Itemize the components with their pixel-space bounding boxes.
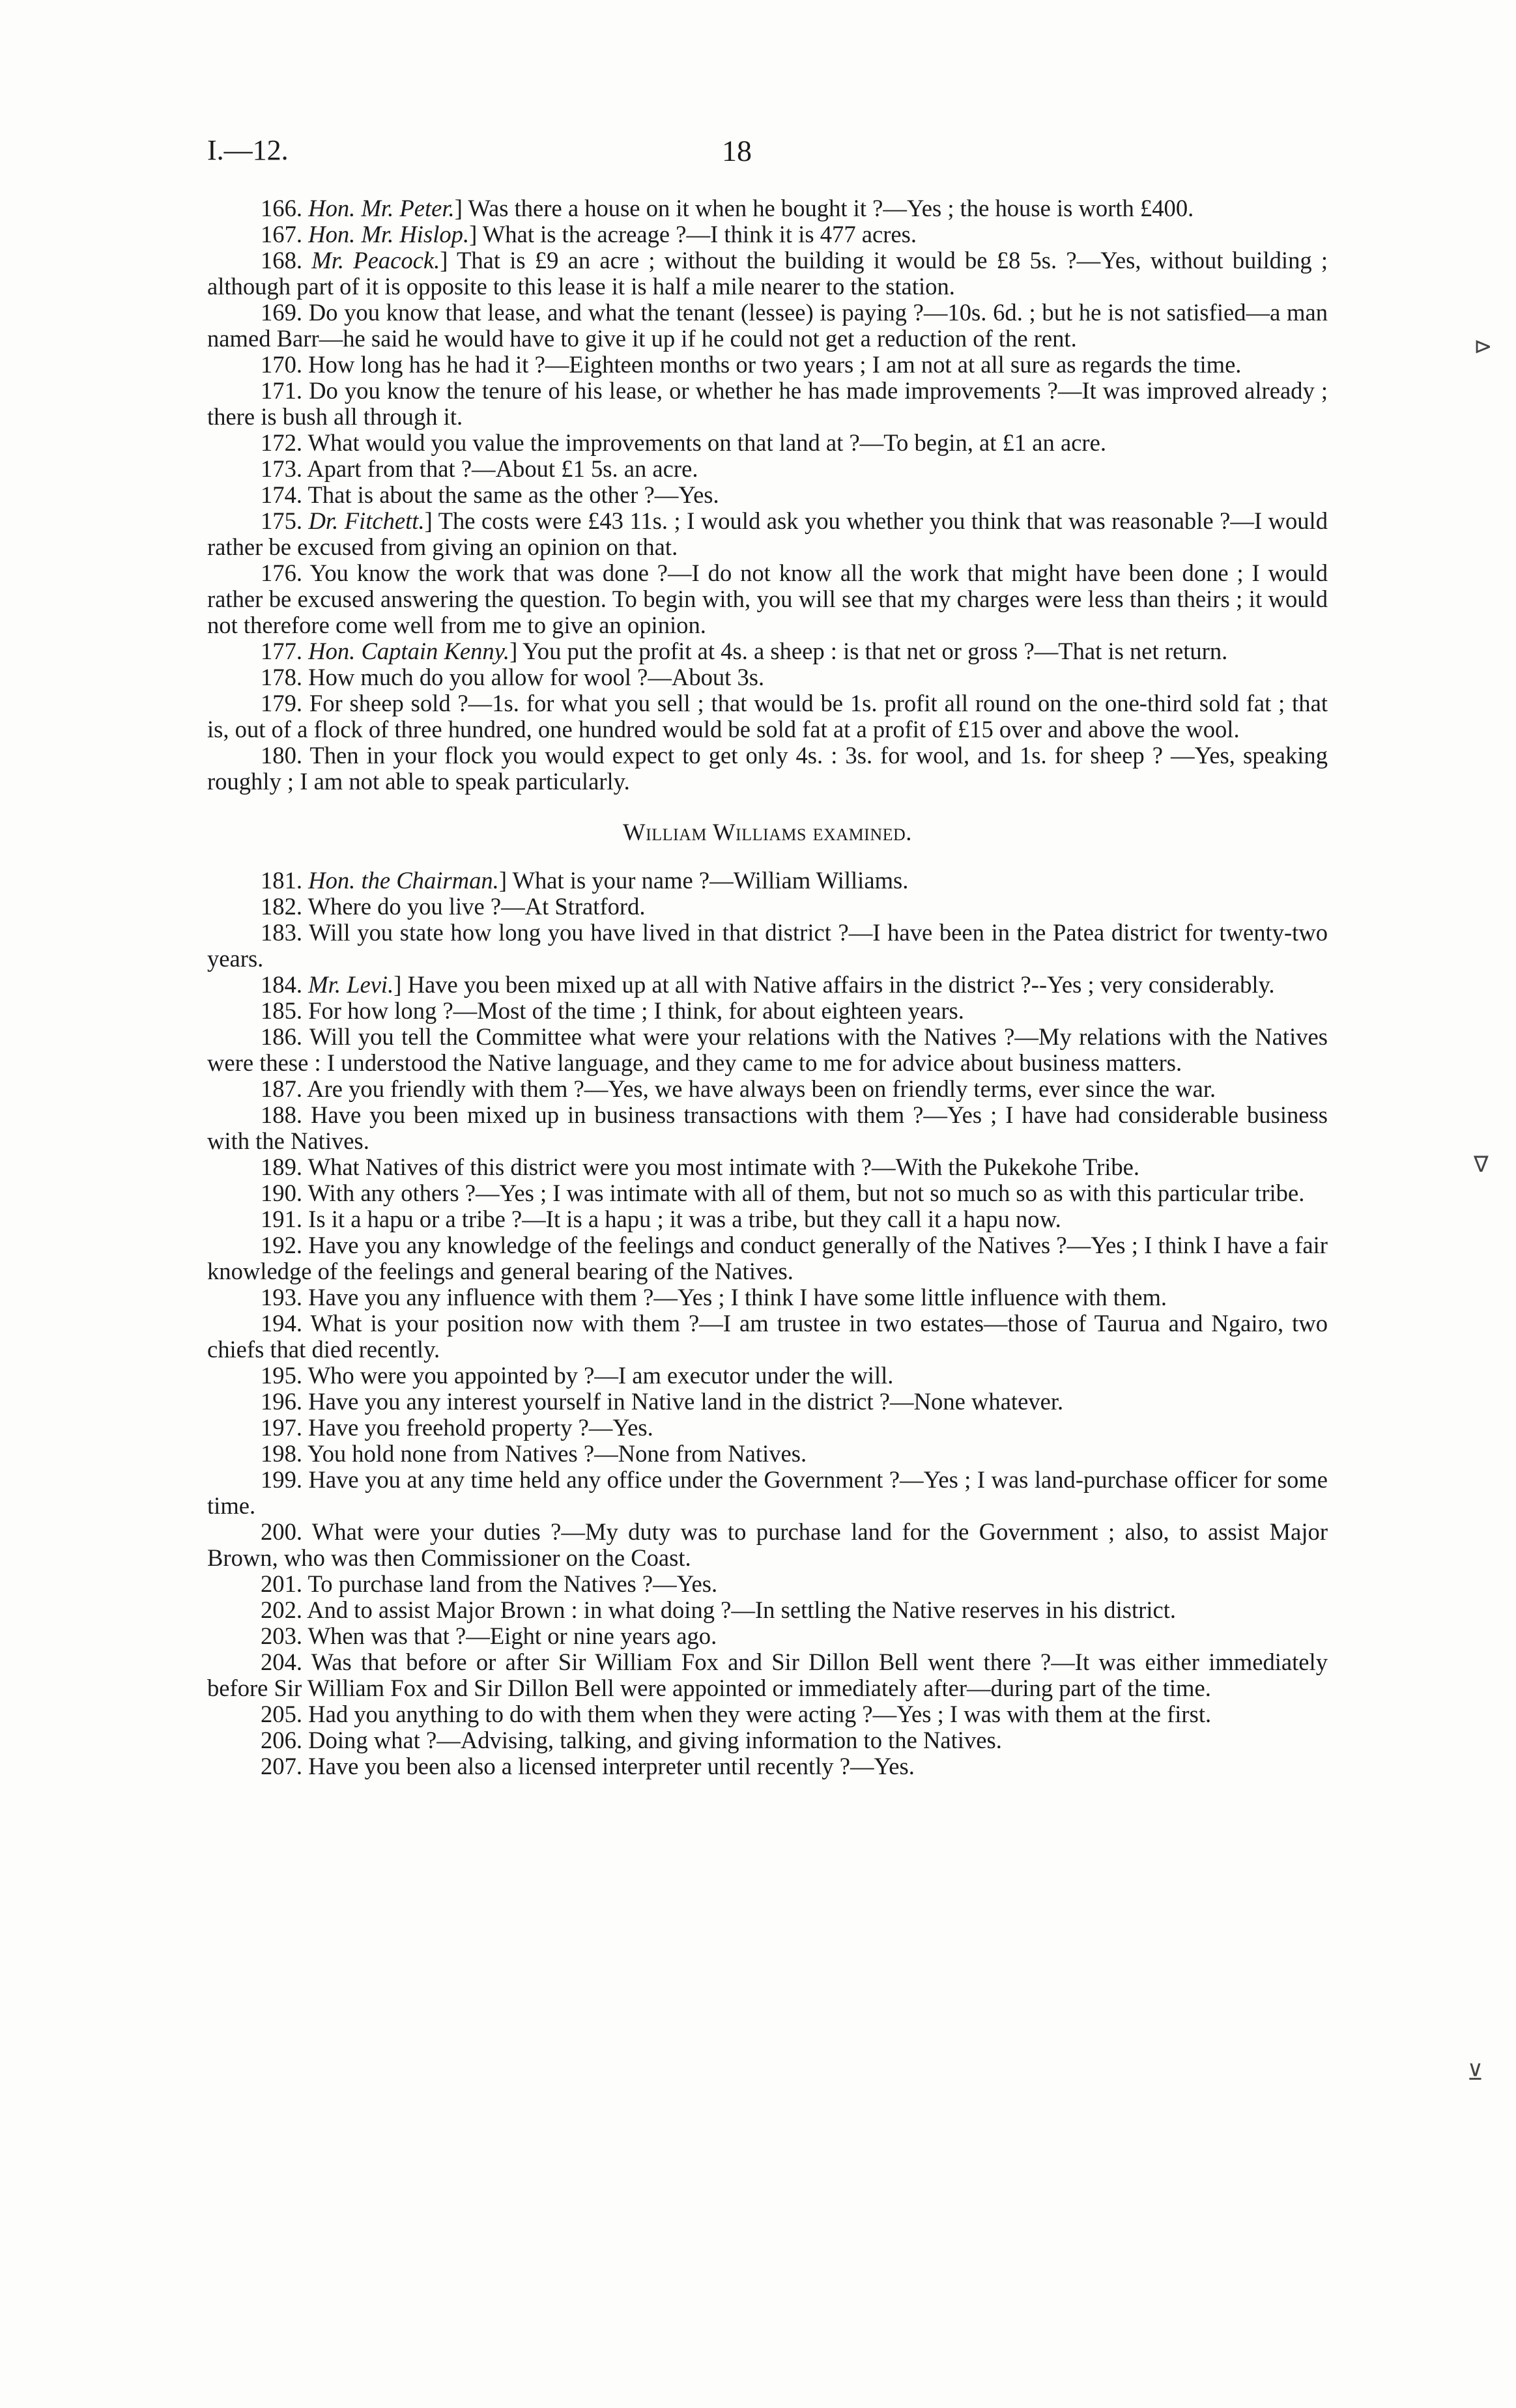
question-answer bbox=[207, 352, 1328, 378]
question-text: With any others ?—Yes ; I was intimate with all of them, but not so much so as with this particular tribe. bbox=[307, 1180, 1305, 1206]
section-heading: William Williams examined. bbox=[623, 819, 912, 845]
question-answer bbox=[207, 1571, 1328, 1597]
question-number: 204. bbox=[261, 1649, 303, 1675]
speaker: Mr. Peacock. bbox=[311, 247, 440, 274]
question-number: 198. bbox=[261, 1440, 303, 1467]
question-answer bbox=[207, 1727, 1328, 1753]
question-number: 197. bbox=[261, 1414, 303, 1441]
question-number: 178. bbox=[261, 664, 303, 690]
question-answer: 166. Hon. Mr. Peter.] Was there a house on it when he bought it ?—Yes ; the house is worth £400. bbox=[261, 195, 1194, 221]
question-text: For how long ?—Most of the time ; I think, for about eighteen years. bbox=[308, 997, 964, 1024]
question-number: 170. bbox=[261, 351, 303, 378]
question-answer bbox=[207, 1415, 1328, 1441]
question-answer bbox=[207, 1232, 1328, 1284]
question-number: 185. bbox=[261, 997, 303, 1024]
question-text: Do you know the tenure of his lease, or whether he has made improvements ?—It was improved already ; there is bush all through it. bbox=[207, 377, 1328, 430]
examination-part-2 bbox=[207, 868, 1328, 1779]
question-answer bbox=[207, 743, 1328, 795]
question-answer bbox=[207, 664, 1328, 690]
question-answer bbox=[207, 894, 1328, 920]
question-text: You hold none from Natives ?—None from Natives. bbox=[307, 1440, 807, 1467]
question-answer bbox=[207, 300, 1328, 352]
question-text: To purchase land from the Natives ?—Yes. bbox=[307, 1570, 718, 1597]
question-number: 205. bbox=[261, 1701, 303, 1727]
speaker: Hon. Mr. Hislop. bbox=[308, 221, 470, 248]
question-text: How long has he had it ?—Eighteen months or two years ; I am not at all sure as regards the time. bbox=[308, 351, 1242, 378]
question-answer: 167. Hon. Mr. Hislop.] What is the acreage ?—I think it is 477 acres. bbox=[261, 221, 917, 248]
document-body bbox=[207, 195, 1328, 1779]
question-answer bbox=[207, 560, 1328, 638]
question-number: 172. bbox=[261, 429, 303, 456]
speaker: Hon. Captain Kenny. bbox=[308, 638, 510, 664]
question-text: How much do you allow for wool ?—About 3s. bbox=[308, 664, 765, 690]
question-number: 196. bbox=[261, 1388, 303, 1415]
question-number: 171. bbox=[261, 377, 303, 404]
question-number: 174. bbox=[261, 481, 303, 508]
page-number: 18 bbox=[722, 134, 752, 167]
question-answer bbox=[207, 1363, 1328, 1389]
question-text: What were your duties ?—My duty was to purchase land for the Government ; also, to assist Major Brown, who was then Commissioner on the Coast. bbox=[207, 1518, 1328, 1571]
question-number: 206. bbox=[261, 1727, 303, 1753]
question-answer bbox=[207, 1284, 1328, 1310]
question-answer bbox=[207, 1467, 1328, 1519]
question-text: Apart from that ?—About £1 5s. an acre. bbox=[307, 455, 698, 482]
question-number: 202. bbox=[261, 1596, 303, 1623]
question-text: Where do you live ?—At Stratford. bbox=[307, 893, 646, 920]
question-answer bbox=[207, 482, 1328, 508]
question-number: 191. bbox=[261, 1206, 303, 1232]
speaker: Hon. the Chairman. bbox=[308, 867, 499, 894]
question-answer bbox=[207, 1206, 1328, 1232]
question-answer bbox=[207, 378, 1328, 430]
question-text: That is £9 an acre ; without the building it would be £8 5s. ?—Yes, without building ; although part of it is opposite to this lease it is half a mile nearer to the station. bbox=[207, 247, 1328, 300]
question-number: 183. bbox=[261, 919, 303, 946]
speaker: Hon. Mr. Peter. bbox=[308, 195, 455, 221]
question-text: What would you value the improvements on that land at ?—To begin, at £1 an acre. bbox=[307, 429, 1106, 456]
question-number: 176. bbox=[261, 560, 303, 586]
question-number: 207. bbox=[261, 1753, 303, 1779]
question-answer bbox=[207, 1076, 1328, 1102]
margin-mark: ⊳ bbox=[1474, 333, 1493, 360]
question-text: And to assist Major Brown : in what doing ?—In settling the Native reserves in his district. bbox=[307, 1596, 1177, 1623]
question-number: 173. bbox=[261, 455, 303, 482]
question-answer bbox=[207, 998, 1328, 1024]
question-text: Have you been also a licensed interpreter until recently ?—Yes. bbox=[308, 1753, 915, 1779]
question-number: 186. bbox=[261, 1023, 303, 1050]
question-number: 201. bbox=[261, 1570, 303, 1597]
examination-part-1 bbox=[207, 195, 1328, 795]
question-text: Will you state how long you have lived in that district ?—I have been in the Patea district for twenty-two years. bbox=[207, 919, 1328, 972]
speaker: Mr. Levi. bbox=[308, 971, 394, 998]
question-answer bbox=[207, 1180, 1328, 1206]
question-answer bbox=[207, 1597, 1328, 1623]
question-text: Have you at any time held any office under the Government ?—Yes ; I was land-purchase officer for some time. bbox=[207, 1466, 1328, 1519]
question-answer bbox=[207, 1154, 1328, 1180]
question-answer bbox=[207, 1701, 1328, 1727]
question-number: 188. bbox=[261, 1101, 303, 1128]
question-text: The costs were £43 11s. ; I would ask you whether you think that was reasonable ?—I would rather be excused from giving an opinion on that. bbox=[207, 507, 1328, 560]
margin-mark: ⊻ bbox=[1467, 2060, 1483, 2086]
question-answer bbox=[207, 1753, 1328, 1779]
question-text: You put the profit at 4s. a sheep : is that net or gross ?—That is net return. bbox=[522, 638, 1228, 664]
question-text: For sheep sold ?—1s. for what you sell ; that would be 1s. profit all round on the one-third sold fat ; that is, out of a flock of three hundred, one hundred would be sold fat at a profit of £15 over and above the wool. bbox=[207, 690, 1328, 743]
question-text: Who were you appointed by ?—I am executor under the will. bbox=[307, 1362, 894, 1389]
question-text: What is your name ?—William Williams. bbox=[512, 867, 909, 894]
speaker: Dr. Fitchett. bbox=[308, 507, 425, 534]
question-answer bbox=[207, 1649, 1328, 1701]
question-answer bbox=[207, 1389, 1328, 1415]
question-number: 168. bbox=[261, 247, 303, 274]
question-number: 175. bbox=[261, 507, 303, 534]
question-text: Doing what ?—Advising, talking, and giving information to the Natives. bbox=[308, 1727, 1002, 1753]
question-text: Then in your flock you would expect to get only 4s. : 3s. for wool, and 1s. for sheep ? —Yes, speaking roughly ; I am not able to speak particularly. bbox=[207, 742, 1328, 795]
question-answer: 184. Mr. Levi.] Have you been mixed up at all with Native affairs in the district ?--Yes ; very considerably. bbox=[261, 971, 1275, 998]
question-number: 166. bbox=[261, 195, 303, 221]
question-text: What is your position now with them ?—I am trustee in two estates—those of Taurua and Ngairo, two chiefs that died recently. bbox=[207, 1310, 1328, 1363]
question-text: Is it a hapu or a tribe ?—It is a hapu ; it was a tribe, but they call it a hapu now. bbox=[308, 1206, 1061, 1232]
question-number: 195. bbox=[261, 1362, 303, 1389]
question-number: 184. bbox=[261, 971, 303, 998]
question-answer bbox=[207, 1623, 1328, 1649]
question-number: 200. bbox=[261, 1518, 303, 1545]
question-number: 181. bbox=[261, 867, 303, 894]
question-number: 187. bbox=[261, 1075, 303, 1102]
question-text: Have you freehold property ?—Yes. bbox=[308, 1414, 653, 1441]
question-answer: 177. Hon. Captain Kenny.] You put the profit at 4s. a sheep : is that net or gross ?—That is net return. bbox=[261, 638, 1228, 664]
question-number: 194. bbox=[261, 1310, 303, 1337]
question-text: Are you friendly with them ?—Yes, we have always been on friendly terms, ever since the war. bbox=[307, 1075, 1216, 1102]
question-number: 179. bbox=[261, 690, 303, 716]
question-number: 190. bbox=[261, 1180, 303, 1206]
question-text: That is about the same as the other ?—Yes. bbox=[307, 481, 719, 508]
question-answer bbox=[207, 690, 1328, 743]
document-reference: I.—12. bbox=[207, 134, 289, 166]
question-answer bbox=[207, 430, 1328, 456]
question-text: Was that before or after Sir William Fox and Sir Dillon Bell went there ?—It was either immediately before Sir William Fox and Sir Dillon Bell were appointed or immediately after—during part of the time. bbox=[207, 1649, 1328, 1701]
question-number: 203. bbox=[261, 1622, 303, 1649]
question-answer bbox=[207, 1024, 1328, 1076]
question-number: 199. bbox=[261, 1466, 303, 1493]
question-answer bbox=[207, 456, 1328, 482]
question-text: Do you know that lease, and what the tenant (lessee) is paying ?—10s. 6d. ; but he is not satisfied—a man named Barr—he said he would have to give it up if he could not get a reduction of the rent. bbox=[207, 299, 1328, 352]
question-text: Have you any knowledge of the feelings and conduct generally of the Natives ?—Yes ; I think I have a fair knowledge of the feelings and general bearing of the Natives. bbox=[207, 1232, 1328, 1284]
question-number: 169. bbox=[261, 299, 303, 326]
question-number: 177. bbox=[261, 638, 303, 664]
question-text: Have you been mixed up in business transactions with them ?—Yes ; I have had considerable business with the Natives. bbox=[207, 1101, 1328, 1154]
question-answer: 181. Hon. the Chairman.] What is your name ?—William Williams. bbox=[261, 867, 909, 894]
question-text: Have you been mixed up at all with Native affairs in the district ?--Yes ; very considerably. bbox=[407, 971, 1275, 998]
question-answer bbox=[207, 1441, 1328, 1467]
question-text: Had you anything to do with them when they were acting ?—Yes ; I was with them at the first. bbox=[308, 1701, 1212, 1727]
question-text: What is the acreage ?—I think it is 477 acres. bbox=[482, 221, 917, 248]
question-number: 189. bbox=[261, 1154, 303, 1180]
question-text: Have you any influence with them ?—Yes ; I think I have some little influence with them. bbox=[308, 1284, 1167, 1310]
question-answer bbox=[207, 1310, 1328, 1363]
question-answer bbox=[207, 920, 1328, 972]
question-text: When was that ?—Eight or nine years ago. bbox=[307, 1622, 717, 1649]
question-text: Have you any interest yourself in Native land in the district ?—None whatever. bbox=[308, 1388, 1064, 1415]
question-answer: 175. Dr. Fitchett.] The costs were £43 11s. ; I would ask you whether you think that was reasonable ?—I would rather be excused from giving an opinion on that. bbox=[207, 507, 1328, 560]
question-answer bbox=[207, 1519, 1328, 1571]
question-number: 193. bbox=[261, 1284, 303, 1310]
margin-mark: ∇ bbox=[1474, 1152, 1489, 1178]
question-number: 180. bbox=[261, 742, 303, 769]
question-number: 167. bbox=[261, 221, 303, 248]
question-answer: 168. Mr. Peacock.] That is £9 an acre ; without the building it would be £8 5s. ?—Yes, without building ; although part of it is opposite to this lease it is half a mile nearer to the station. bbox=[207, 247, 1328, 300]
question-text: Will you tell the Committee what were your relations with the Natives ?—My relations with the Natives were these : I understood the Native language, and they came to me for advice about business matters. bbox=[207, 1023, 1328, 1076]
question-text: What Natives of this district were you most intimate with ?—With the Pukekohe Tribe. bbox=[307, 1154, 1140, 1180]
question-answer bbox=[207, 1102, 1328, 1154]
question-text: You know the work that was done ?—I do not know all the work that might have been done ; I would rather be excused answering the question. To begin with, you will see that my charges were less than theirs ; it would not therefore come well from me to give an opinion. bbox=[207, 560, 1328, 638]
question-text: Was there a house on it when he bought it ?—Yes ; the house is worth £400. bbox=[468, 195, 1194, 221]
question-number: 192. bbox=[261, 1232, 303, 1258]
page-header bbox=[0, 134, 1516, 179]
question-number: 182. bbox=[261, 893, 303, 920]
